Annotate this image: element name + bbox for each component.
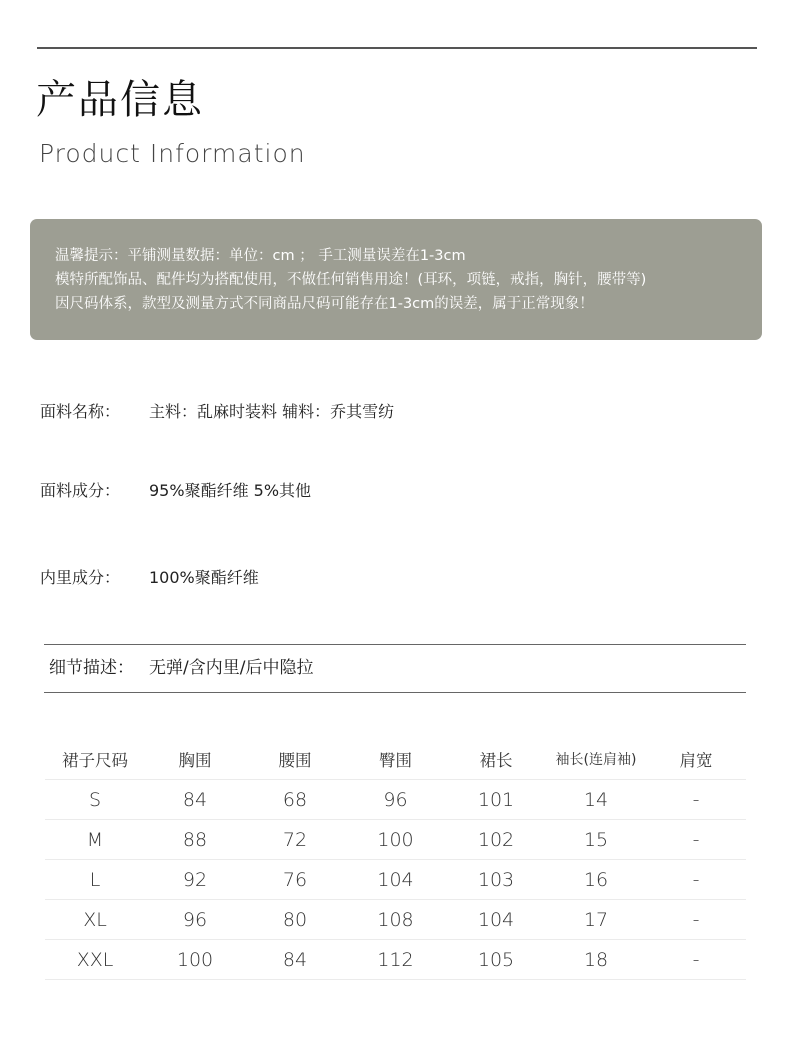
table-cell: 92 [145, 860, 245, 900]
table-cell: 84 [245, 940, 345, 980]
detail-bottom-divider [44, 692, 746, 693]
column-header: 胸围 [178, 750, 212, 770]
fabric-composition-row [40, 480, 311, 502]
table-row [45, 820, 746, 860]
size-table-header-row [45, 738, 746, 780]
column-header: 裙子尺码 [62, 750, 128, 770]
notice-line: 模特所配饰品、配件均为搭配使用，不做任何销售用途！(耳环，项链，戒指，胸针，腰带等) [55, 272, 647, 288]
table-cell: 100 [145, 940, 245, 980]
page-subtitle: Product Information [39, 139, 306, 168]
table-cell: 68 [245, 780, 345, 820]
table-cell: 102 [446, 820, 546, 860]
table-cell: M [45, 820, 145, 860]
fabric-name-value: 主料：乱麻时装料 辅料：乔其雪纺 [149, 402, 395, 421]
table-cell: 103 [446, 860, 546, 900]
table-cell: 80 [245, 900, 345, 940]
table-cell: - [646, 820, 746, 860]
table-cell: - [646, 860, 746, 900]
table-cell: XL [45, 900, 145, 940]
lining-composition-row [40, 567, 259, 589]
detail-top-divider [44, 644, 746, 645]
table-cell: 17 [546, 900, 646, 940]
table-cell: 16 [546, 860, 646, 900]
column-header: 袖长(连肩袖) [555, 751, 637, 768]
fabric-name-row [40, 401, 394, 423]
table-cell: 104 [446, 900, 546, 940]
fabric-name-label: 面料名称： [40, 402, 121, 421]
lining-composition-label: 内里成分： [40, 568, 121, 587]
table-cell: 72 [245, 820, 345, 860]
table-cell: - [646, 900, 746, 940]
table-cell: 105 [446, 940, 546, 980]
column-header: 臀围 [379, 750, 412, 770]
table-cell: L [45, 860, 145, 900]
table-row [45, 860, 746, 900]
table-cell: 18 [546, 940, 646, 980]
table-cell: 101 [446, 780, 546, 820]
table-cell: 88 [145, 820, 245, 860]
size-table [45, 738, 746, 980]
column-header: 腰围 [278, 750, 312, 770]
fabric-composition-value: 95%聚酯纤维 5%其他 [149, 481, 312, 500]
table-cell: 76 [245, 860, 345, 900]
lining-composition-value: 100%聚酯纤维 [149, 568, 259, 587]
table-cell: 84 [145, 780, 245, 820]
table-cell: 108 [345, 900, 446, 940]
page-title: 产品信息 [36, 77, 204, 123]
notice-box [30, 219, 762, 340]
table-cell: 96 [345, 780, 446, 820]
table-cell: 104 [345, 860, 446, 900]
top-divider [37, 47, 757, 49]
notice-line: 温馨提示：平铺测量数据：单位：cm ； 手工测量误差在1-3cm [55, 248, 466, 264]
fabric-composition-label: 面料成分： [40, 481, 121, 500]
table-row [45, 900, 746, 940]
table-cell: S [45, 780, 145, 820]
table-cell: - [646, 780, 746, 820]
detail-value: 无弹/含内里/后中隐拉 [149, 658, 314, 678]
table-cell: 96 [145, 900, 245, 940]
table-cell: XXL [45, 940, 145, 980]
notice-line: 因尺码体系，款型及测量方式不同商品尺码可能存在1-3cm的误差，属于正常现象！ [55, 296, 594, 312]
table-row [45, 940, 746, 980]
table-cell: 14 [546, 780, 646, 820]
column-header: 肩宽 [679, 750, 713, 770]
column-header: 裙长 [479, 750, 513, 770]
table-cell: 100 [345, 820, 446, 860]
table-cell: - [646, 940, 746, 980]
table-cell: 15 [546, 820, 646, 860]
detail-row [49, 657, 313, 679]
detail-label: 细节描述： [49, 658, 134, 678]
table-cell: 112 [345, 940, 446, 980]
table-row [45, 780, 746, 820]
